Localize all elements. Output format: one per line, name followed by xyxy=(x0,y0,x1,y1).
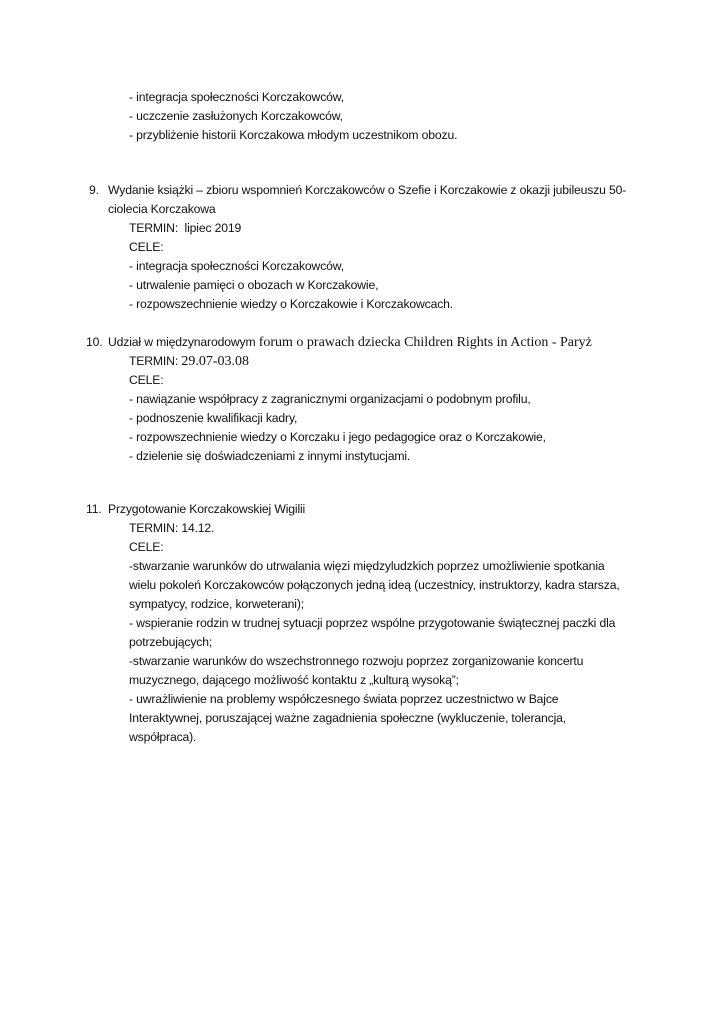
item-number: 10. xyxy=(86,335,103,349)
intro-goal: - uczczenie zasłużonych Korczakowców, xyxy=(129,109,343,123)
item-title: Wydanie książki – zbioru wspomnień Korczakowców o Szefie i Korczakowie z okazji jubileuszu 50- xyxy=(108,183,627,197)
goal-line: -stwarzanie warunków do wszechstronnego rozwoju poprzez zorganizowanie koncertu xyxy=(129,654,584,668)
goal: - podnoszenie kwalifikacji kadry, xyxy=(129,411,298,425)
cele-label: CELE: xyxy=(129,240,164,254)
item-title-sans: Udział w międzynarodowym xyxy=(108,335,256,349)
goal-line: Interaktywnej, poruszającej ważne zagadnienia społeczne (wykluczenie, tolerancja, xyxy=(129,711,567,725)
item-title: Przygotowanie Korczakowskiej Wigilii xyxy=(108,502,306,516)
item-number: 9. xyxy=(89,183,99,197)
goal-line: sympatycy, rodzice, korweterani); xyxy=(129,597,304,611)
item-termin xyxy=(129,519,214,538)
termin-label: TERMIN: xyxy=(129,354,179,368)
item-termin xyxy=(129,219,241,238)
goal-line: -stwarzanie warunków do utrwalania więzi międzyludzkich poprzez umożliwienie spotkania xyxy=(129,559,605,573)
goal: - rozpowszechnienie wiedzy o Korczakowie i Korczakowcach. xyxy=(129,297,454,311)
intro-goal: - przybliżenie historii Korczakowa młodym uczestnikom obozu. xyxy=(129,128,458,142)
item-title: ciolecia Korczakowa xyxy=(108,202,216,216)
goal: - dzielenie się doświadczeniami z innymi instytucjami. xyxy=(129,449,411,463)
termin-label: TERMIN: xyxy=(129,221,179,235)
termin-value: lipiec 2019 xyxy=(184,221,242,235)
item-termin xyxy=(129,352,249,371)
termin-value: 14.12. xyxy=(181,521,215,535)
goal: - integracja społeczności Korczakowców, xyxy=(129,259,344,273)
cele-label: CELE: xyxy=(129,373,164,387)
goal: - utrwalenie pamięci o obozach w Korczakowie, xyxy=(129,278,379,292)
goal-line: wielu pokoleń Korczakowców połączonych jedną ideą (uczestnicy, instruktorzy, kadra starsza, xyxy=(129,578,620,592)
item-title xyxy=(108,333,592,352)
goal-line: współpraca). xyxy=(129,730,197,744)
goal: - rozpowszechnienie wiedzy o Korczaku i jego pedagogice oraz o Korczakowie, xyxy=(129,430,546,444)
termin-label: TERMIN: xyxy=(129,521,179,535)
intro-goal: - integracja społeczności Korczakowców, xyxy=(129,90,344,104)
goal-line: - wspieranie rodzin w trudnej sytuacji poprzez wspólne przygotowanie świątecznej paczki dla xyxy=(129,616,616,630)
goal-line: - uwrażliwienie na problemy współczesnego świata poprzez uczestnictwo w Bajce xyxy=(129,692,559,706)
goal-line: muzycznego, dającego możliwość kontaktu z „kulturą wysoką”; xyxy=(129,673,459,687)
termin-value: 29.07-03.08 xyxy=(181,354,249,369)
item-title-serif: forum o prawach dziecka Children Rights in Action - Paryż xyxy=(258,335,592,350)
cele-label: CELE: xyxy=(129,540,164,554)
item-number: 11. xyxy=(86,502,102,516)
goal-line: potrzebujących; xyxy=(129,635,213,649)
goal: - nawiązanie współpracy z zagranicznymi organizacjami o podobnym profilu, xyxy=(129,392,531,406)
